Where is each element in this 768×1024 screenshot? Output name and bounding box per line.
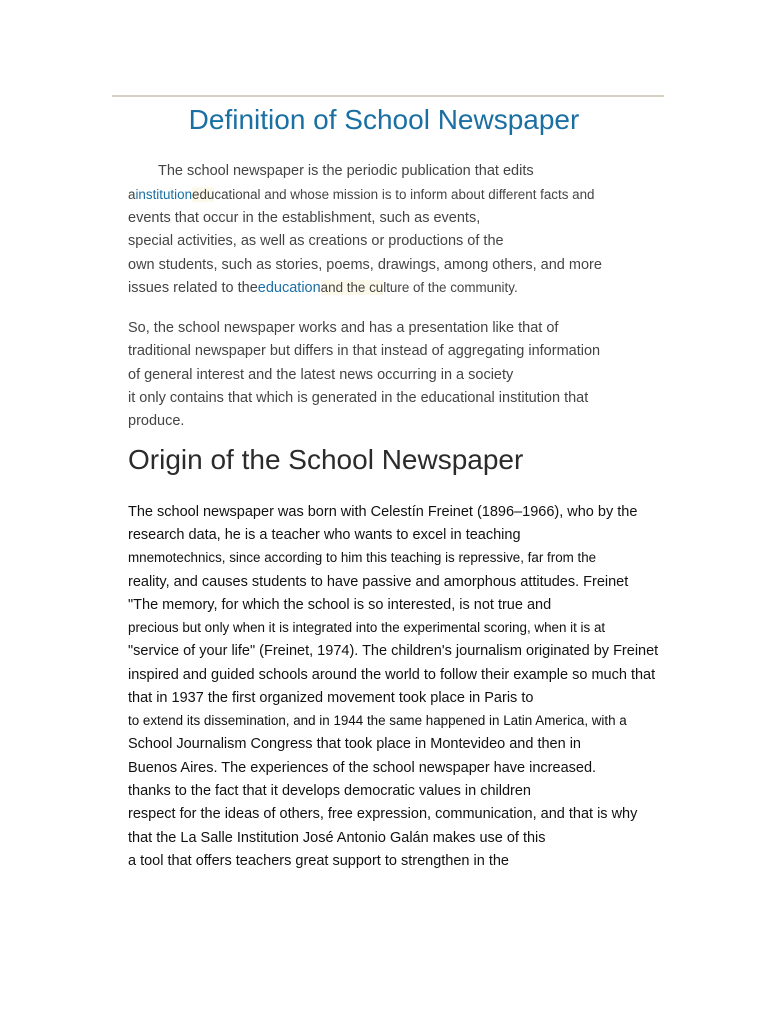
text-fragment: issues related to the: [128, 280, 258, 296]
text-line: research data, he is a teacher who wants to excel in teaching: [128, 527, 521, 543]
text-fragment: a: [128, 187, 136, 202]
education-link[interactable]: education: [257, 280, 321, 296]
text-line: So, the school newspaper works and has a presentation like that of: [128, 320, 559, 336]
text-line: Buenos Aires. The experiences of the school newspaper have increased.: [128, 760, 597, 776]
text-line: mnemotechnics, since according to him this teaching is repressive, far from the: [128, 550, 597, 565]
text-line: inspired and guided schools around the world to follow their example so much that: [128, 667, 656, 683]
text-line: own students, such as stories, poems, drawings, among others, and more: [128, 257, 602, 273]
text-line: The school newspaper was born with Celestín Freinet (1896–1966), who by the: [128, 504, 638, 520]
section-heading: Origin of the School Newspaper: [128, 444, 524, 475]
text-fragment: lture of the community.: [383, 280, 518, 295]
text-line: events that occur in the establishment, such as events,: [128, 210, 481, 226]
institution-link[interactable]: institution: [135, 187, 193, 202]
text-line: School Journalism Congress that took place in Montevideo and then in: [128, 736, 581, 752]
highlighted-text: edu: [192, 187, 215, 202]
text-line: precious but only when it is integrated into the experimental scoring, when it is at: [128, 620, 606, 635]
text-line: thanks to the fact that it develops democratic values in children: [128, 783, 531, 799]
text-line: respect for the ideas of others, free expression, communication, and that is why: [128, 806, 638, 822]
top-divider: [112, 95, 664, 97]
text-line: a tool that offers teachers great support to strengthen in the: [128, 853, 510, 869]
text-line: reality, and causes students to have passive and amorphous attitudes. Freinet: [128, 574, 629, 590]
text-line: traditional newspaper but differs in that instead of aggregating information: [128, 343, 601, 359]
highlighted-text: and the cu: [320, 280, 384, 295]
text-line: it only contains that which is generated in the educational institution that: [128, 390, 589, 406]
text-line: "The memory, for which the school is so interested, is not true and: [128, 597, 552, 613]
text-line: to extend its dissemination, and in 1944 the same happened in Latin America, with a: [128, 713, 627, 728]
text-line: that the La Salle Institution José Antonio Galán makes use of this: [128, 830, 546, 846]
text-line: "service of your life" (Freinet, 1974). The children's journalism originated by Freinet: [128, 643, 659, 659]
text-line: [128, 185, 595, 205]
text-line: that in 1937 the first organized movement took place in Paris to: [128, 690, 534, 706]
text-fragment: cational and whose mission is to inform about different facts and: [214, 187, 595, 202]
text-line: The school newspaper is the periodic publication that edits: [158, 163, 534, 179]
text-line: of general interest and the latest news occurring in a society: [128, 367, 514, 383]
text-line: special activities, as well as creations or productions of the: [128, 233, 504, 249]
text-line: produce.: [128, 413, 185, 429]
text-line: [128, 278, 518, 298]
page-title: Definition of School Newspaper: [188, 104, 580, 135]
